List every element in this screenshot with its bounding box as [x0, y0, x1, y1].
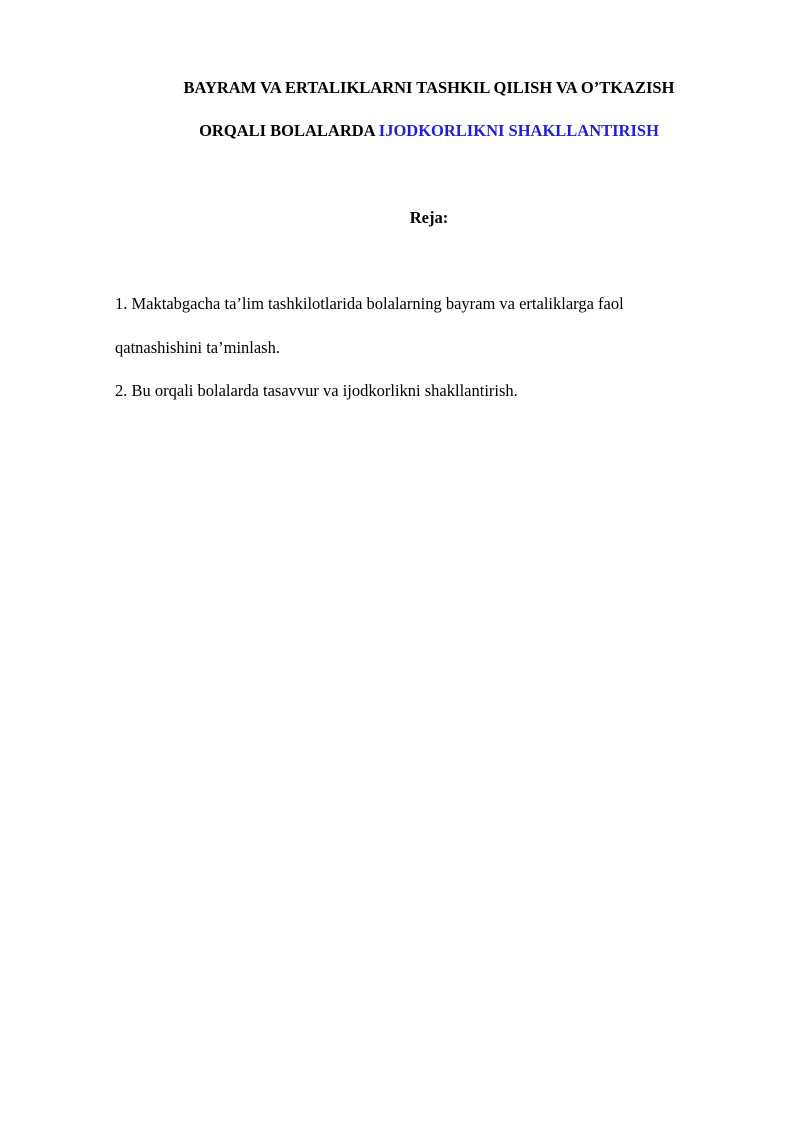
title-prefix: ORQALI BOLALARDA — [199, 121, 379, 140]
plan-item-1-line-2: qatnashishini ta’minlash. — [115, 338, 280, 357]
document-title-line-2 — [0, 121, 800, 141]
plan-item-2: 2. Bu orqali bolalarda tasavvur va ijodkorlikni shakllantirish. — [115, 381, 518, 400]
title-highlighted-text: IJODKORLIKNI SHAKLLANTIRISH — [378, 121, 659, 140]
plan-item-1-line-1: 1. Maktabgacha ta’lim tashkilotlarida bolalarning bayram va ertaliklarga faol — [115, 294, 624, 313]
plan-heading: Reja: — [409, 208, 449, 227]
document-title-line-1: BAYRAM VA ERTALIKLARNI TASHKIL QILISH VA O’TKAZISH — [183, 78, 675, 97]
